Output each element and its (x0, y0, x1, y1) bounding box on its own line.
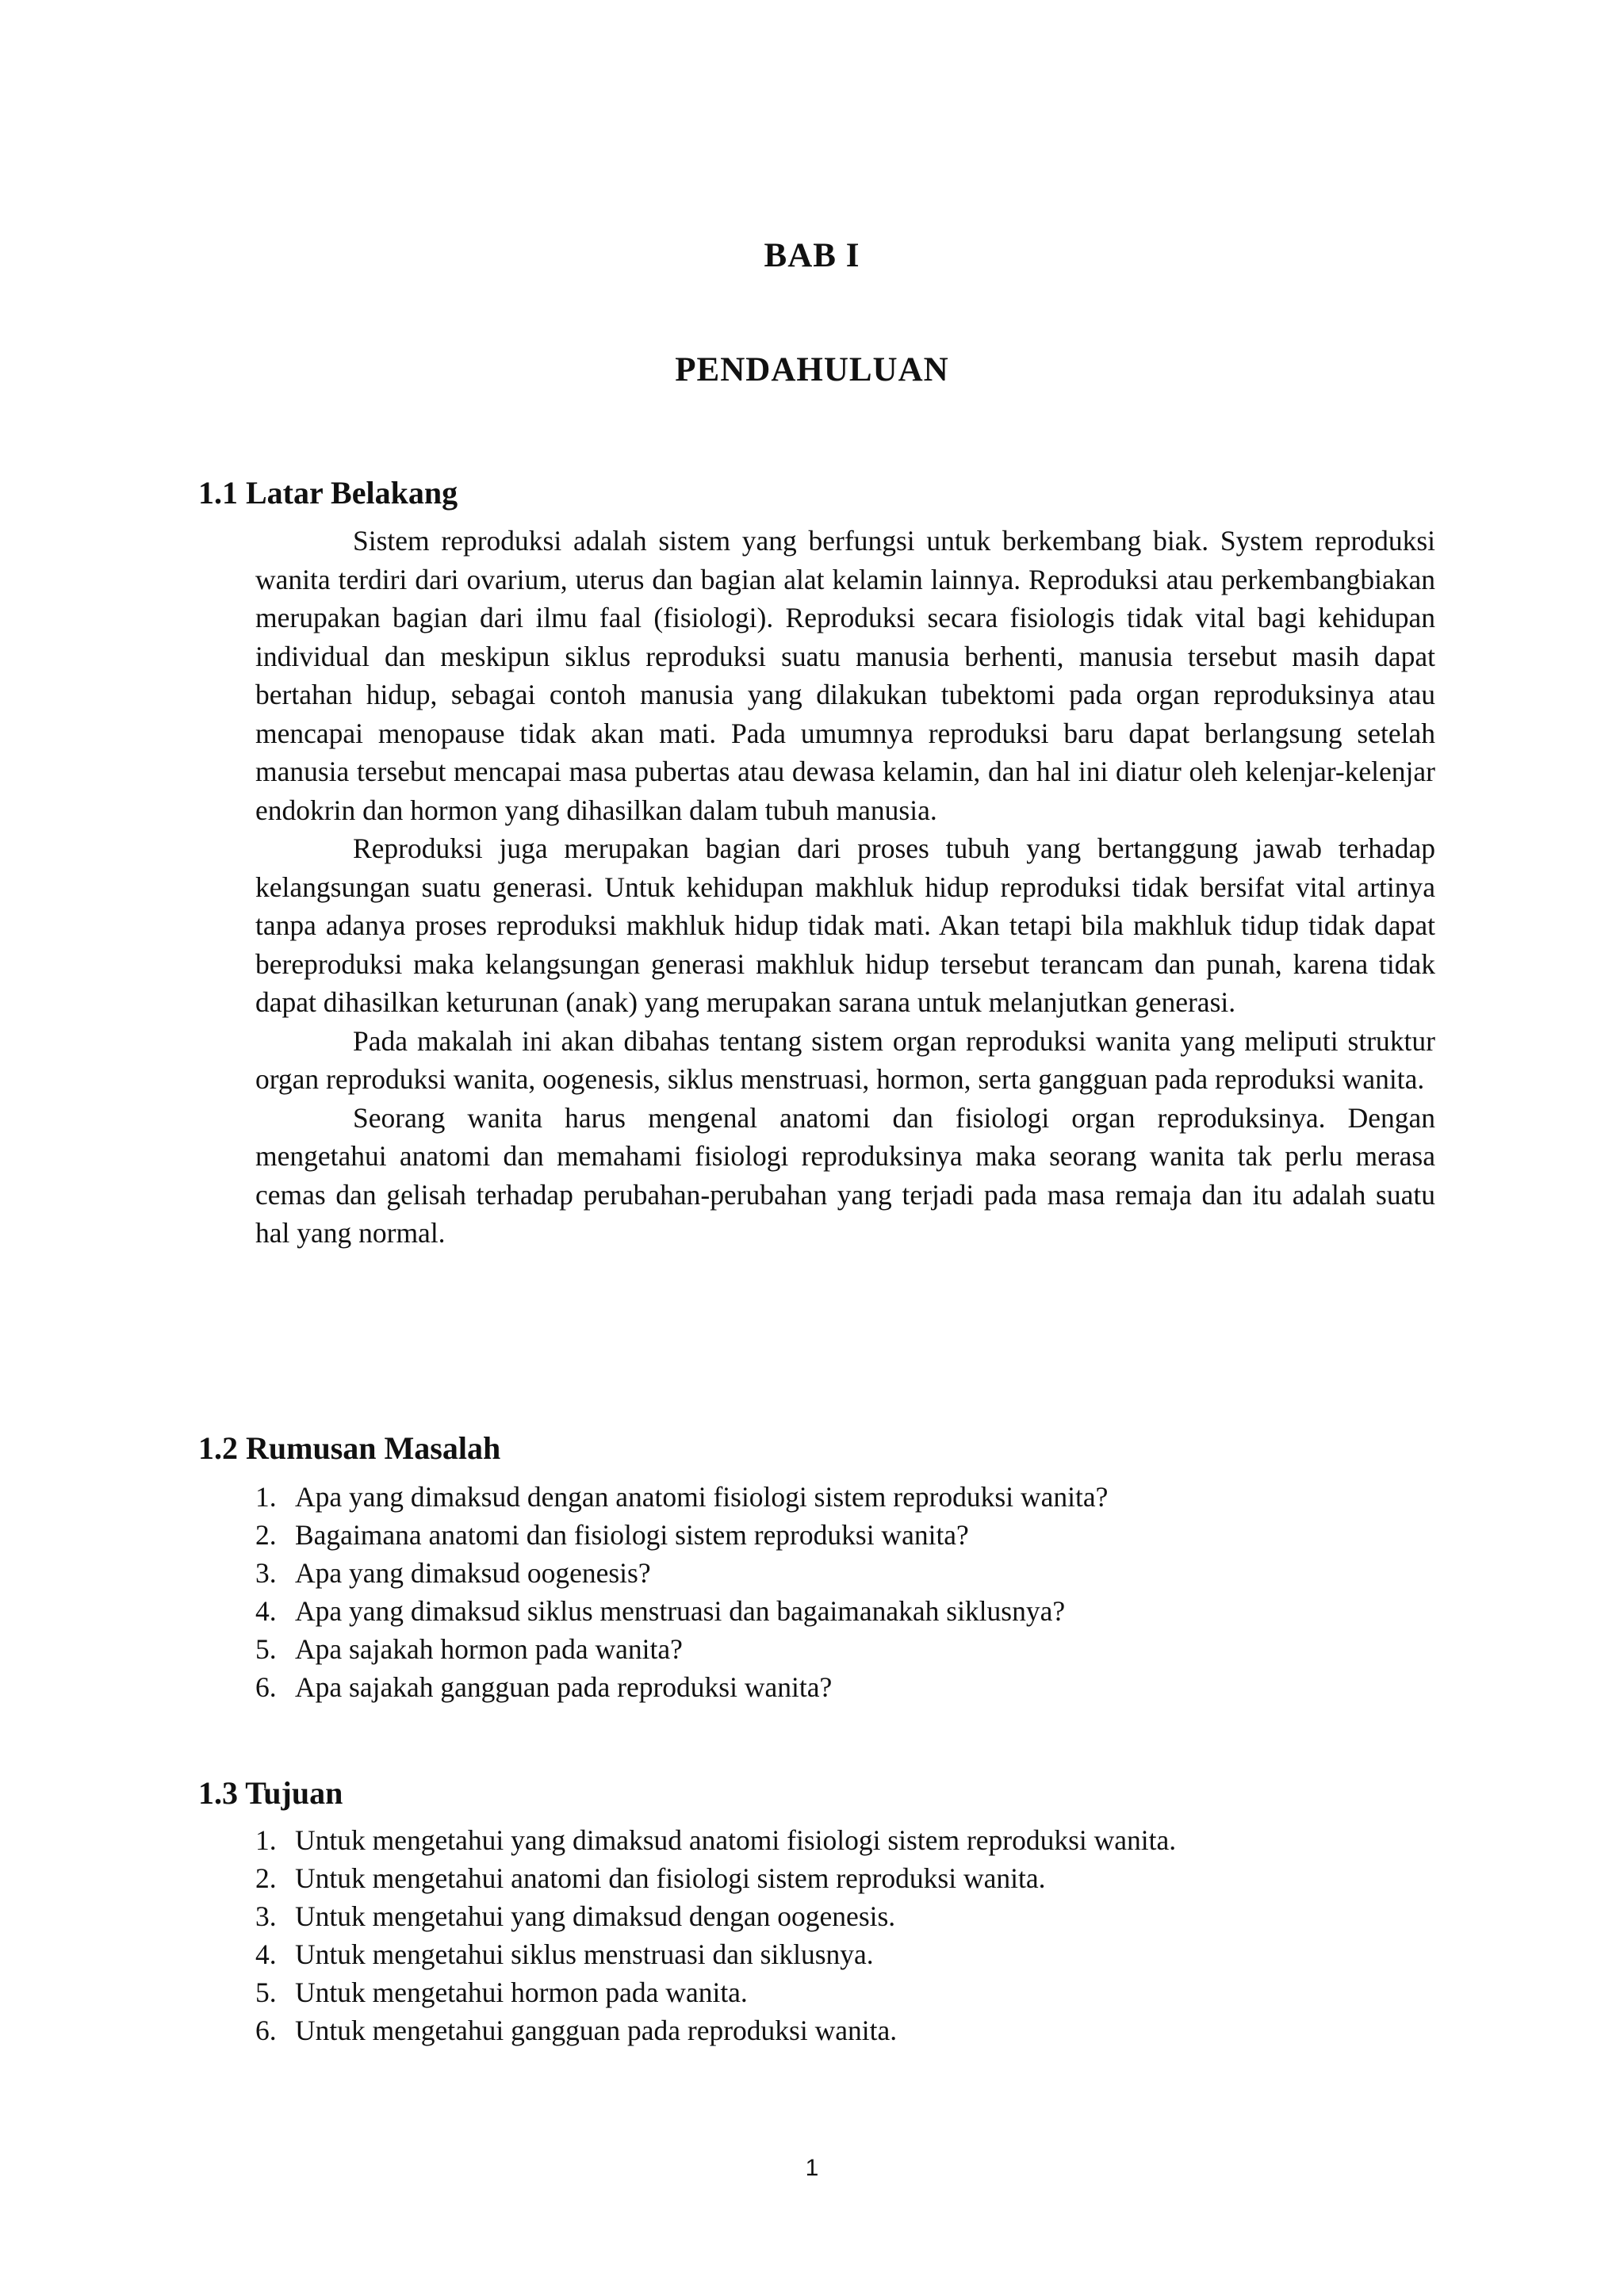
list-item-text: Apa yang dimaksud siklus menstruasi dan bagaimanakah siklusnya? (295, 1595, 1066, 1627)
latar-belakang-body (255, 522, 1435, 1253)
list-item-text: Bagaimana anatomi dan fisiologi sistem reproduksi wanita? (295, 1519, 969, 1551)
list-item (255, 1859, 1435, 1897)
list-item-text: Apa sajakah hormon pada wanita? (295, 1633, 683, 1665)
list-item-text: Apa yang dimaksud dengan anatomi fisiologi sistem reproduksi wanita? (295, 1481, 1109, 1513)
list-item (255, 1630, 1435, 1668)
list-item-number: 6. (255, 2015, 277, 2046)
list-item-number: 5. (255, 1976, 277, 2008)
list-item-text: Untuk mengetahui gangguan pada reproduksi wanita. (295, 2015, 898, 2046)
list-item (255, 1554, 1435, 1592)
list-item-number: 5. (255, 1633, 277, 1665)
paragraph: Seorang wanita harus mengenal anatomi dan fisiologi organ reproduksinya. Dengan mengetahui anatomi dan memahami fisiologi reproduksinya maka seorang wanita tak perlu merasa cemas dan gelisah terhadap perubahan-perubahan yang terjadi pada masa remaja dan itu adalah suatu hal yang normal. (255, 1101, 1435, 1249)
rumusan-masalah-list (255, 1478, 1435, 1706)
list-item-number: 4. (255, 1938, 277, 1970)
paragraph: Reproduksi juga merupakan bagian dari proses tubuh yang bertanggung jawab terhadap kelangsungan suatu generasi. Untuk kehidupan makhluk hidup reproduksi tidak bersifat vital artinya tanpa adanya proses reproduksi makhluk hidup tidak mati. Akan tetapi bila makhluk tidup tidak dapat bereproduksi maka kelangsungan generasi makhluk hidup tersebut terancam dan punah, karena tidak dapat dihasilkan keturunan (anak) yang merupakan sarana untuk melanjutkan generasi. (255, 832, 1435, 1018)
list-item-text: Untuk mengetahui yang dimaksud dengan oogenesis. (295, 1900, 896, 1932)
list-item-text: Apa yang dimaksud oogenesis? (295, 1557, 651, 1589)
list-item-number: 3. (255, 1900, 277, 1932)
chapter-title: PENDAHULUAN (675, 351, 949, 388)
list-item-number: 6. (255, 1671, 277, 1703)
list-item (255, 1592, 1435, 1630)
paragraph: Sistem reproduksi adalah sistem yang berfungsi untuk berkembang biak. System reproduksi wanita terdiri dari ovarium, uterus dan bagian alat kelamin lainnya. Reproduksi atau perkembangbiakan merupakan bagian dari ilmu faal (fisiologi). Reproduksi secara fisiologis tidak vital bagi kehidupan individual dan meskipun siklus reproduksi suatu manusia berhenti, manusia tersebut masih dapat bertahan hidup, sebagai contoh manusia yang dilakukan tubektomi pada organ reproduksinya atau mencapai menopause tidak akan mati. Pada umumnya reproduksi baru dapat berlangsung setelah manusia tersebut mencapai masa pubertas atau dewasa kelamin, dan hal ini diatur oleh kelenjar-kelenjar endokrin dan hormon yang dihasilkan dalam tubuh manusia. (255, 525, 1435, 826)
paragraph: Pada makalah ini akan dibahas tentang sistem organ reproduksi wanita yang meliputi struktur organ reproduksi wanita, oogenesis, siklus menstruasi, hormon, serta gangguan pada reproduksi wanita. (255, 1024, 1435, 1095)
list-item (255, 1973, 1435, 2011)
list-item-number: 4. (255, 1595, 277, 1627)
list-item (255, 1668, 1435, 1706)
section-title-rumusan-masalah: 1.2 Rumusan Masalah (198, 1430, 501, 1466)
list-item (255, 1516, 1435, 1554)
tujuan-list (255, 1821, 1435, 2049)
section-title-latar-belakang: 1.1 Latar Belakang (198, 475, 458, 511)
list-item-text: Untuk mengetahui hormon pada wanita. (295, 1976, 748, 2008)
list-item-text: Untuk mengetahui yang dimaksud anatomi fisiologi sistem reproduksi wanita. (295, 1824, 1177, 1856)
chapter-number: BAB I (764, 237, 860, 274)
page-number: 1 (805, 2155, 819, 2181)
list-item-number: 2. (255, 1862, 277, 1894)
list-item (255, 2011, 1435, 2049)
list-item (255, 1821, 1435, 1859)
list-item (255, 1935, 1435, 1973)
list-item-text: Untuk mengetahui siklus menstruasi dan siklusnya. (295, 1938, 874, 1970)
list-item-number: 3. (255, 1557, 277, 1589)
list-item (255, 1897, 1435, 1935)
list-item-number: 2. (255, 1519, 277, 1551)
list-item-text: Untuk mengetahui anatomi dan fisiologi sistem reproduksi wanita. (295, 1862, 1046, 1894)
section-title-tujuan: 1.3 Tujuan (198, 1775, 343, 1811)
list-item (255, 1478, 1435, 1516)
list-item-text: Apa sajakah gangguan pada reproduksi wanita? (295, 1671, 833, 1703)
list-item-number: 1. (255, 1824, 277, 1856)
list-item-number: 1. (255, 1481, 277, 1513)
